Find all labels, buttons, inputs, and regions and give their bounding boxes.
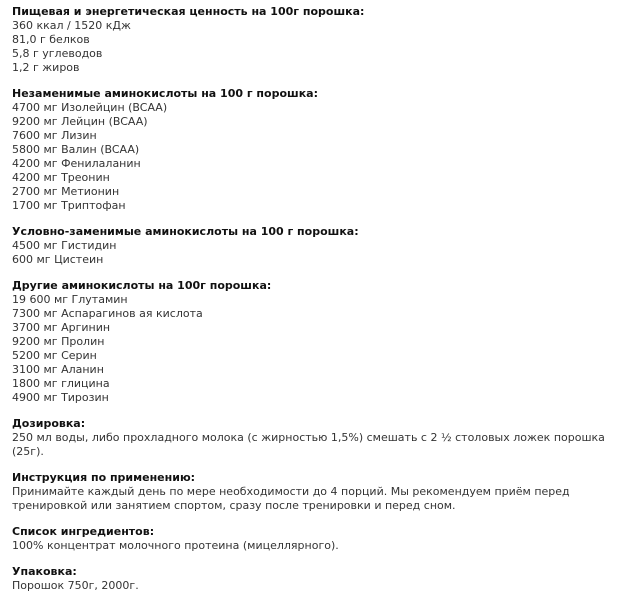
essential-amino-item: 4700 мг Изолейцин (BCAA) [12,101,168,114]
instructions-text: Принимайте каждый день по мере необходимости до 4 порций. Мы рекомендуем приём перед тренировкой или занятием спортом, сразу после тренировки и перед сном. [12,485,570,512]
essential-amino-section [12,87,617,213]
nutrition-item: 360 ккал / 1520 кДж [12,19,131,32]
packaging-text: Порошок 750г, 2000г. [12,579,139,592]
essential-amino-item: 5800 мг Валин (BCAA) [12,143,140,156]
ingredients-heading: Список ингредиентов: [12,525,155,538]
conditional-amino-item: 600 мг Цистеин [12,253,104,266]
dosage-text: 250 мл воды, либо прохладного молока (с жирностью 1,5%) смешать с 2 ½ столовых ложек порошка (25г). [12,431,605,458]
instructions-section [12,471,617,513]
other-amino-item: 19 600 мг Глутамин [12,293,128,306]
essential-amino-item: 7600 мг Лизин [12,129,97,142]
other-amino-item: 9200 мг Пролин [12,335,105,348]
packaging-section [12,565,617,593]
other-amino-item: 4900 мг Тирозин [12,391,109,404]
other-amino-item: 3100 мг Аланин [12,363,104,376]
nutrition-section [12,5,617,75]
nutrition-item: 5,8 г углеводов [12,47,103,60]
conditional-amino-item: 4500 мг Гистидин [12,239,117,252]
essential-amino-item: 4200 мг Треонин [12,171,110,184]
other-amino-heading: Другие аминокислоты на 100г порошка: [12,279,272,292]
ingredients-section [12,525,617,553]
conditional-amino-heading: Условно-заменимые аминокислоты на 100 г порошка: [12,225,359,238]
packaging-heading: Упаковка: [12,565,77,578]
other-amino-item: 3700 мг Аргинин [12,321,111,334]
nutrition-heading: Пищевая и энергетическая ценность на 100г порошка: [12,5,365,18]
other-amino-item: 7300 мг Аспарагинов ая кислота [12,307,203,320]
instructions-heading: Инструкция по применению: [12,471,196,484]
other-amino-section [12,279,617,405]
nutrition-item: 81,0 г белков [12,33,90,46]
ingredients-text: 100% концентрат молочного протеина (мицеллярного). [12,539,339,552]
essential-amino-item: 1700 мг Триптофан [12,199,126,212]
conditional-amino-section [12,225,617,267]
essential-amino-heading: Незаменимые аминокислоты на 100 г порошка: [12,87,318,100]
essential-amino-item: 4200 мг Фенилаланин [12,157,141,170]
other-amino-item: 1800 мг глицина [12,377,110,390]
essential-amino-item: 9200 мг Лейцин (BCAA) [12,115,148,128]
nutrition-item: 1,2 г жиров [12,61,80,74]
dosage-heading: Дозировка: [12,417,86,430]
dosage-section [12,417,617,459]
other-amino-item: 5200 мг Серин [12,349,97,362]
essential-amino-item: 2700 мг Метионин [12,185,120,198]
